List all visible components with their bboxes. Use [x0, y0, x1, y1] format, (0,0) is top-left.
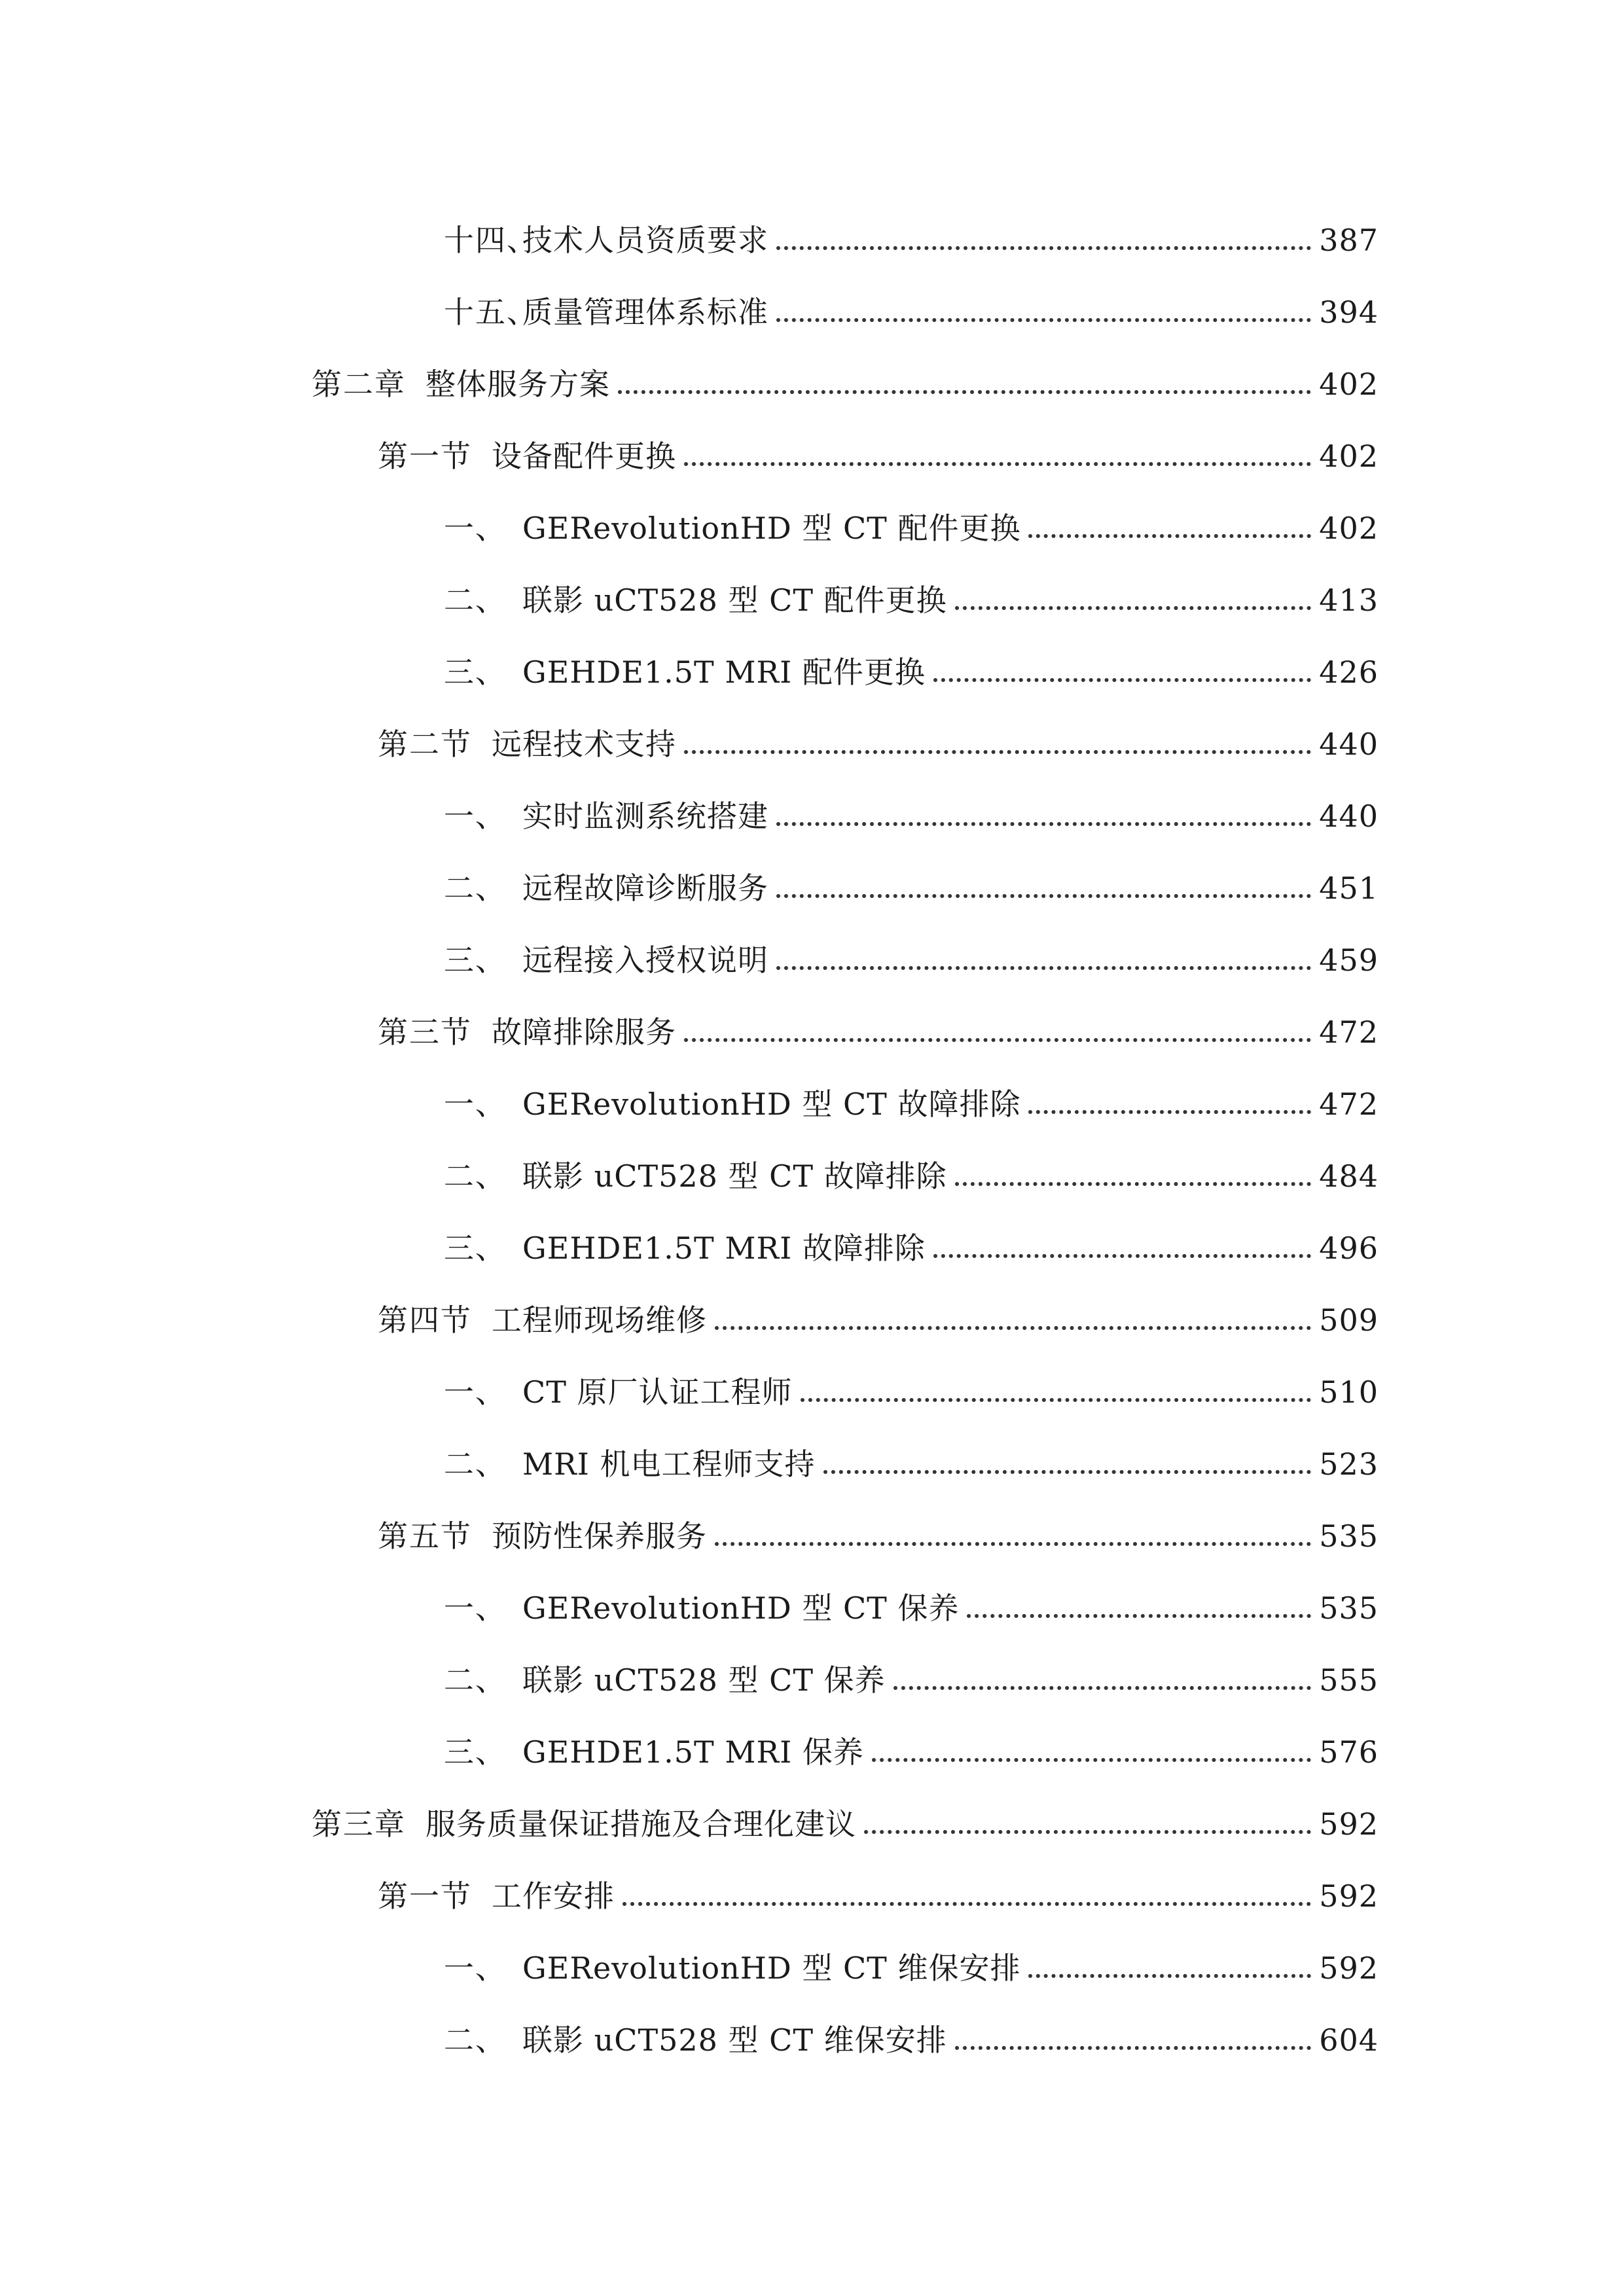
toc-entry-section[interactable] — [378, 707, 1379, 762]
toc-entry-page: 402 — [1319, 511, 1379, 546]
toc-entry-title: 远程接入授权说明 — [522, 942, 768, 978]
toc-entry-number: 一、 — [444, 1086, 507, 1122]
dot-leader — [776, 246, 1311, 250]
toc-entry-number: 二、 — [444, 583, 507, 618]
toc-entry-page: 394 — [1319, 295, 1379, 330]
toc-entry-title: GERevolutionHD 型 CT 维保安排 — [522, 1950, 1021, 1986]
toc-entry-page: 576 — [1319, 1734, 1379, 1770]
dot-leader — [955, 2046, 1312, 2050]
toc-entry-page: 402 — [1319, 367, 1379, 402]
dot-leader — [1028, 1110, 1311, 1114]
toc-entry[interactable] — [444, 1211, 1379, 1266]
toc-entry-page: 535 — [1319, 1518, 1379, 1554]
toc-entry-number: 十四、 — [444, 223, 538, 258]
toc-entry-title: 设备配件更换 — [492, 439, 676, 474]
toc-entry-number: 第二节 — [378, 726, 472, 762]
toc-entry-page: 509 — [1319, 1302, 1379, 1338]
toc-entry-page: 402 — [1319, 439, 1379, 474]
toc-entry-page: 496 — [1319, 1230, 1379, 1266]
toc-entry[interactable] — [444, 275, 1379, 330]
toc-entry-title: GERevolutionHD 型 CT 故障排除 — [522, 1086, 1021, 1122]
toc-entry-title: 远程技术支持 — [492, 726, 676, 762]
dot-leader — [823, 1470, 1312, 1474]
toc-entry-title: GERevolutionHD 型 CT 保养 — [522, 1590, 960, 1626]
dot-leader — [1028, 534, 1311, 538]
toc-entry-number: 第五节 — [378, 1518, 472, 1554]
toc-entry-number: 第四节 — [378, 1302, 472, 1338]
toc-entry-page: 472 — [1319, 1014, 1379, 1050]
toc-entry[interactable] — [444, 1067, 1379, 1122]
toc-entry-page: 535 — [1319, 1590, 1379, 1626]
toc-entry-page: 592 — [1319, 1950, 1379, 1986]
toc-entry-page: 523 — [1319, 1446, 1379, 1482]
toc-entry-page: 413 — [1319, 583, 1379, 618]
toc-entry-title: 实时监测系统搭建 — [522, 798, 768, 834]
toc-entry[interactable] — [444, 1715, 1379, 1770]
toc-entry[interactable] — [444, 1427, 1379, 1482]
toc-entry-page: 510 — [1319, 1374, 1379, 1410]
toc-entry-title: 技术人员资质要求 — [522, 223, 768, 258]
toc-entry-number: 二、 — [444, 2022, 507, 2058]
toc-entry-number: 二、 — [444, 870, 507, 906]
toc-entry-number: 三、 — [444, 655, 507, 690]
toc-entry-page: 440 — [1319, 798, 1379, 834]
toc-entry-number: 三、 — [444, 1734, 507, 1770]
toc-entry-title: 预防性保养服务 — [492, 1518, 707, 1554]
dot-leader — [801, 1398, 1312, 1402]
toc-entry-number: 第三节 — [378, 1014, 472, 1050]
toc-entry[interactable] — [444, 563, 1379, 618]
toc-entry-page: 484 — [1319, 1158, 1379, 1194]
toc-entry[interactable] — [444, 203, 1379, 258]
toc-entry[interactable] — [444, 2003, 1379, 2058]
dot-leader — [715, 1326, 1311, 1330]
toc-entry-title: GEHDE1.5T MRI 故障排除 — [522, 1230, 926, 1266]
toc-entry-title: GERevolutionHD 型 CT 配件更换 — [522, 511, 1021, 546]
toc-entry-chapter[interactable] — [312, 347, 1379, 402]
toc-entry-number: 一、 — [444, 798, 507, 834]
toc-entry-page: 592 — [1319, 1806, 1379, 1842]
toc-entry-number: 三、 — [444, 1230, 507, 1266]
dot-leader — [955, 606, 1312, 610]
toc-entry-number: 一、 — [444, 1950, 507, 1986]
toc-entry[interactable] — [444, 851, 1379, 906]
toc-entry-title: CT 原厂认证工程师 — [522, 1374, 793, 1410]
toc-entry-page: 426 — [1319, 655, 1379, 690]
toc-entry[interactable] — [444, 1571, 1379, 1626]
dot-leader — [955, 1182, 1312, 1186]
toc-entry-section[interactable] — [378, 1283, 1379, 1338]
toc-entry-page: 555 — [1319, 1662, 1379, 1698]
toc-entry-number: 三、 — [444, 942, 507, 978]
toc-entry[interactable] — [444, 779, 1379, 834]
toc-entry-title: 联影 uCT528 型 CT 故障排除 — [522, 1158, 947, 1194]
dot-leader — [967, 1614, 1311, 1618]
toc-entry-section[interactable] — [378, 419, 1379, 474]
toc-entry-number: 第一节 — [378, 1878, 472, 1914]
toc-entry-title: 整体服务方案 — [425, 367, 610, 402]
toc-entry-title: 远程故障诊断服务 — [522, 870, 768, 906]
toc-entry-number: 第三章 — [312, 1806, 406, 1842]
toc-entry-page: 387 — [1319, 223, 1379, 258]
toc-entry-page: 440 — [1319, 726, 1379, 762]
dot-leader — [933, 678, 1311, 682]
toc-entry-number: 十五、 — [444, 295, 538, 330]
toc-entry-title: 工程师现场维修 — [492, 1302, 707, 1338]
toc-entry-title: 质量管理体系标准 — [522, 295, 768, 330]
dot-leader — [776, 894, 1311, 898]
toc-entry-page: 592 — [1319, 1878, 1379, 1914]
toc-entry-number: 第一节 — [378, 439, 472, 474]
toc-entry-title: 服务质量保证措施及合理化建议 — [425, 1806, 856, 1842]
toc-entry-number: 第二章 — [312, 367, 406, 402]
dot-leader — [776, 822, 1311, 826]
dot-leader — [864, 1830, 1311, 1834]
toc-entry[interactable] — [444, 1355, 1379, 1410]
toc-entry-title: GEHDE1.5T MRI 保养 — [522, 1734, 864, 1770]
dot-leader — [776, 318, 1311, 322]
toc-entry-number: 一、 — [444, 1590, 507, 1626]
toc-entry-title: 故障排除服务 — [492, 1014, 676, 1050]
toc-entry[interactable] — [444, 635, 1379, 690]
dot-leader — [893, 1686, 1312, 1690]
toc-entry-title: 联影 uCT528 型 CT 维保安排 — [522, 2022, 947, 2058]
toc-entry-number: 二、 — [444, 1446, 507, 1482]
toc-entry-page: 451 — [1319, 870, 1379, 906]
dot-leader — [684, 462, 1311, 466]
toc-entry-chapter[interactable] — [312, 1787, 1379, 1842]
dot-leader — [684, 750, 1311, 754]
dot-leader — [623, 1902, 1311, 1906]
toc-entry-page: 604 — [1319, 2022, 1379, 2058]
toc-entry[interactable] — [444, 1643, 1379, 1698]
toc-entry-number: 二、 — [444, 1158, 507, 1194]
dot-leader — [1028, 1974, 1311, 1978]
toc-entry-section[interactable] — [378, 1859, 1379, 1914]
toc-entry-number: 一、 — [444, 511, 507, 546]
toc-entry[interactable] — [444, 1139, 1379, 1194]
toc-entry-section[interactable] — [378, 1499, 1379, 1554]
toc-entry[interactable] — [444, 491, 1379, 546]
toc-entry-title: MRI 机电工程师支持 — [522, 1446, 816, 1482]
toc-entry-title: GEHDE1.5T MRI 配件更换 — [522, 655, 926, 690]
toc-entry[interactable] — [444, 923, 1379, 978]
dot-leader — [715, 1542, 1311, 1546]
dot-leader — [776, 966, 1311, 970]
dot-leader — [618, 390, 1311, 394]
toc-entry-title: 工作安排 — [492, 1878, 615, 1914]
toc-entry-title: 联影 uCT528 型 CT 保养 — [522, 1662, 886, 1698]
toc-entry-page: 459 — [1319, 942, 1379, 978]
toc-entry-title: 联影 uCT528 型 CT 配件更换 — [522, 583, 947, 618]
toc-entry-number: 一、 — [444, 1374, 507, 1410]
toc-entry-page: 472 — [1319, 1086, 1379, 1122]
dot-leader — [684, 1038, 1311, 1042]
toc-entry[interactable] — [444, 1931, 1379, 1986]
dot-leader — [933, 1254, 1311, 1258]
dot-leader — [872, 1758, 1311, 1762]
toc-entry-number: 二、 — [444, 1662, 507, 1698]
toc-entry-section[interactable] — [378, 995, 1379, 1050]
